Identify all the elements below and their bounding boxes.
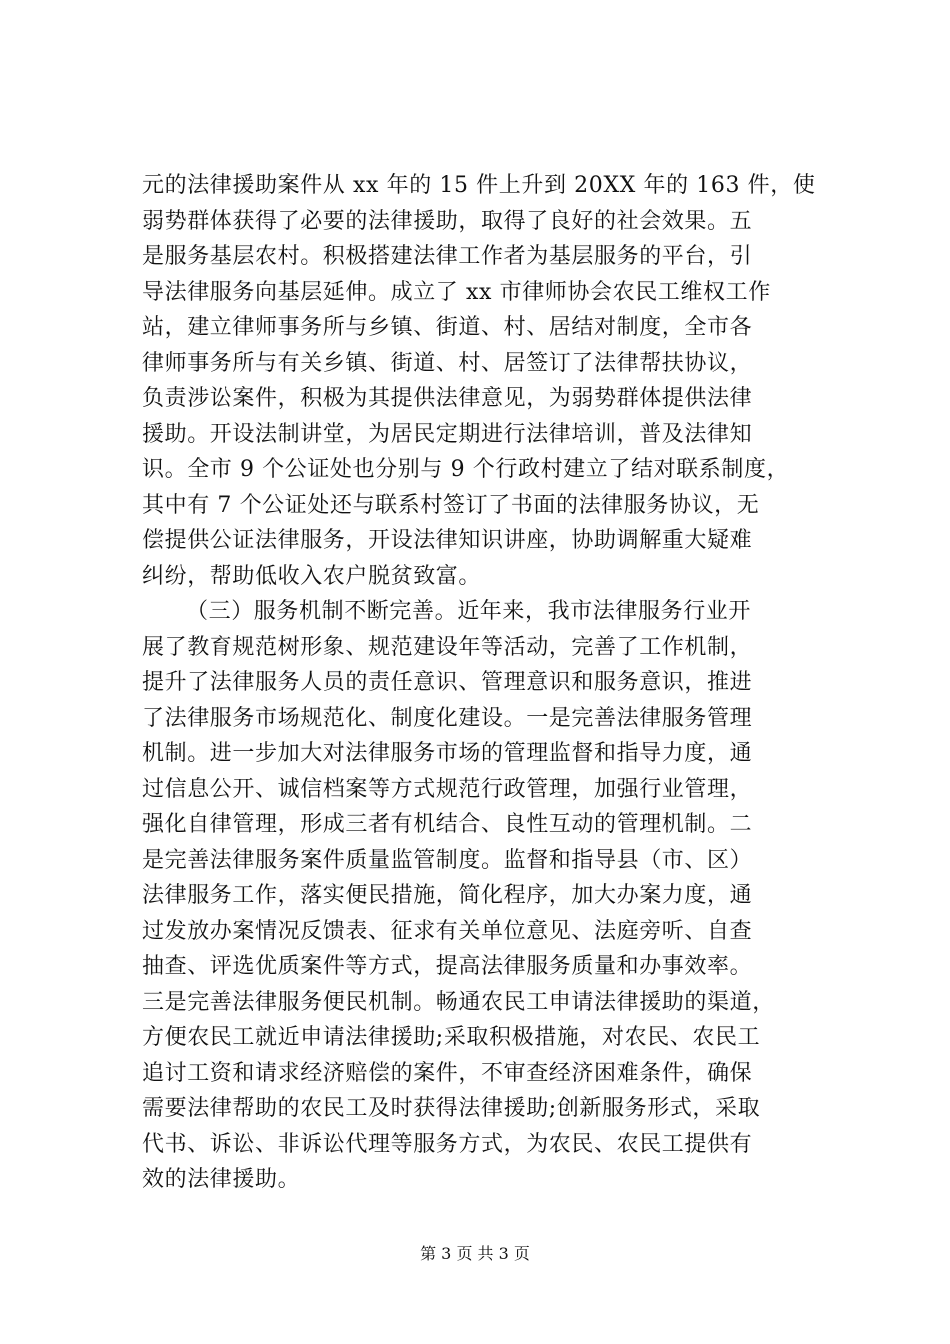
text-line: 导法律服务向基层延伸。成立了 xx 市律师协会农民工维权工作 [142,279,771,305]
text-line: 识。全市 9 个公证处也分别与 9 个行政村建立了结对联系制度， [142,457,790,482]
text-line: 需要法律帮助的农民工及时获得法律援助;创新服务形式，采取 [142,1096,761,1121]
text-line: 三是完善法律服务便民机制。畅通农民工申请法律援助的渠道， [142,989,775,1015]
text-line: 代书、诉讼、非诉讼代理等服务方式，为农民、农民工提供有 [142,1131,753,1157]
text-line: 强化自律管理，形成三者有机结合、良性互动的管理机制。二 [142,812,753,837]
text-line: 弱势群体获得了必要的法律援助，取得了良好的社会效果。五 [142,208,753,234]
text-line: 效的法律援助。 [142,1167,301,1192]
text-line: 法律服务工作，落实便民措施，简化程序，加大办案力度，通 [142,883,753,908]
text-line: 负责涉讼案件，积极为其提供法律意见，为弱势群体提供法律 [142,386,753,411]
page-footer [0,1243,950,1265]
text-line: 纠纷，帮助低收入农户脱贫致富。 [142,563,482,589]
text-line: 机制。进一步加大对法律服务市场的管理监督和指导力度，通 [142,741,753,766]
body-text [142,168,832,1198]
page-number-label: 第 3 页 共 3 页 [420,1244,530,1263]
text-line: 元的法律援助案件从 xx 年的 15 件上升到 20XX 年的 163 件，使 [142,173,816,198]
text-line: 其中有 7 个公证处还与联系村签订了书面的法律服务协议，无 [142,492,760,518]
text-line: 展了教育规范树形象、规范建设年等活动，完善了工作机制， [142,634,753,660]
text-line: 提升了法律服务人员的责任意识、管理意识和服务意识，推进 [142,670,753,695]
text-line: 方便农民工就近申请法律援助;采取积极措施，对农民、农民工 [142,1025,761,1050]
text-line: 抽查、评选优质案件等方式，提高法律服务质量和办事效率。 [142,954,753,979]
text-line: 偿提供公证法律服务，开设法律知识讲座，协助调解重大疑难 [142,528,753,553]
text-line: 是服务基层农村。积极搭建法律工作者为基层服务的平台，引 [142,244,753,269]
text-line: 过信息公开、诚信档案等方式规范行政管理，加强行业管理， [142,776,753,802]
text-line: 追讨工资和请求经济赔偿的案件，不审查经济困难条件，确保 [142,1060,753,1086]
text-line: 了法律服务市场规范化、制度化建设。一是完善法律服务管理 [142,705,753,731]
text-line: 站，建立律师事务所与乡镇、街道、村、居结对制度，全市各 [142,315,753,340]
paragraph-start-line: （三）服务机制不断完善。近年来，我市法律服务行业开 [186,599,752,624]
text-line: 是完善法律服务案件质量监管制度。监督和指导县（市、区） [142,847,753,873]
text-line: 律师事务所与有关乡镇、街道、村、居签订了法律帮扶协议， [142,350,753,376]
text-line: 援助。开设法制讲堂，为居民定期进行法律培训，普及法律知 [142,421,753,447]
text-line: 过发放办案情况反馈表、征求有关单位意见、法庭旁听、自查 [142,918,753,944]
